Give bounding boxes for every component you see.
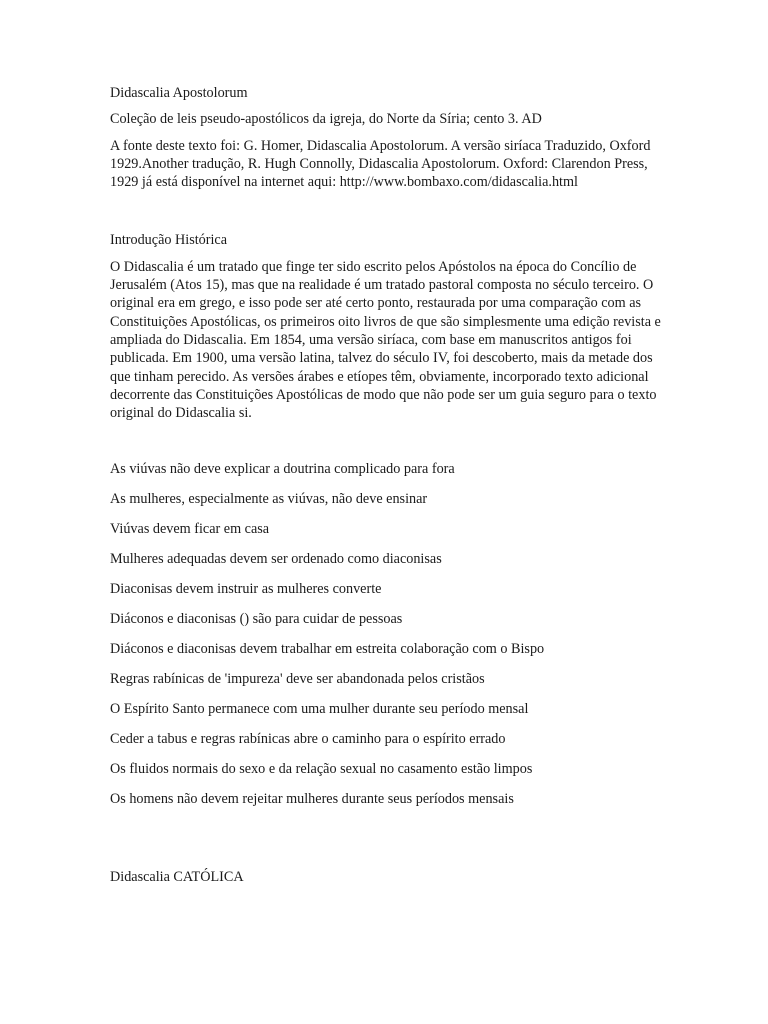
topic-item: Diáconos e diaconisas devem trabalhar em estreita colaboração com o Bispo (110, 641, 545, 658)
topic-item: Diáconos e diaconisas () são para cuidar de pessoas (110, 611, 403, 628)
topic-item: As mulheres, especialmente as viúvas, não deve ensinar (110, 491, 428, 508)
topic-item: Viúvas devem ficar em casa (110, 521, 270, 538)
topic-item: Os homens não devem rejeitar mulheres durante seus períodos mensais (110, 791, 514, 808)
topic-item: Os fluidos normais do sexo e da relação sexual no casamento estão limpos (110, 761, 533, 778)
topic-item: Mulheres adequadas devem ser ordenado como diaconisas (110, 551, 442, 568)
topic-item: Ceder a tabus e regras rabínicas abre o caminho para o espírito errado (110, 731, 506, 748)
document-subtitle: Coleção de leis pseudo-apostólicos da igreja, do Norte da Síria; cento 3. AD (110, 111, 542, 128)
document-page (110, 84, 665, 887)
topic-item: Regras rabínicas de 'impureza' deve ser abandonada pelos cristãos (110, 671, 485, 688)
source-paragraph: A fonte deste texto foi: G. Homer, Didascalia Apostolorum. A versão siríaca Traduzido, Oxford 1929.Another tradução, R. Hugh Connolly, Didascalia Apostolorum. Oxford: Clarendon Press, 1929 já está disponível na internet aqui: http://www.bombaxo.com/didascalia.html (110, 137, 651, 191)
intro-heading: Introdução Histórica (110, 232, 228, 249)
topic-item: O Espírito Santo permanece com uma mulher durante seu período mensal (110, 701, 529, 718)
topic-item: Diaconisas devem instruir as mulheres converte (110, 581, 382, 598)
topic-list (110, 460, 665, 820)
document-title: Didascalia Apostolorum (110, 85, 248, 101)
topic-item: As viúvas não deve explicar a doutrina complicado para fora (110, 461, 455, 478)
final-heading: Didascalia CATÓLICA (110, 869, 244, 886)
intro-paragraph: O Didascalia é um tratado que finge ter sido escrito pelos Apóstolos na época do Concílio de Jerusalém (Atos 15), mas que na realidade é um tratado pastoral composta no século terceiro. O original era em grego, e isso pode ser até certo ponto, restaurada por uma comparação com as Constituições Apostólicas, os primeiros oito livros de que são simplesmente uma edição revista e ampliada do Didascalia. Em 1854, uma versão siríaca, com base em manuscritos antigos foi publicada. Em 1900, uma versão latina, talvez do século IV, foi descoberto, mais da metade dos que tinham perecido. As versões árabes e etíopes têm, obviamente, incorporado texto adicional decorrente das Constituições Apostólicas de modo que não pode ser um guia seguro para o texto original do Didascalia si. (110, 258, 661, 422)
